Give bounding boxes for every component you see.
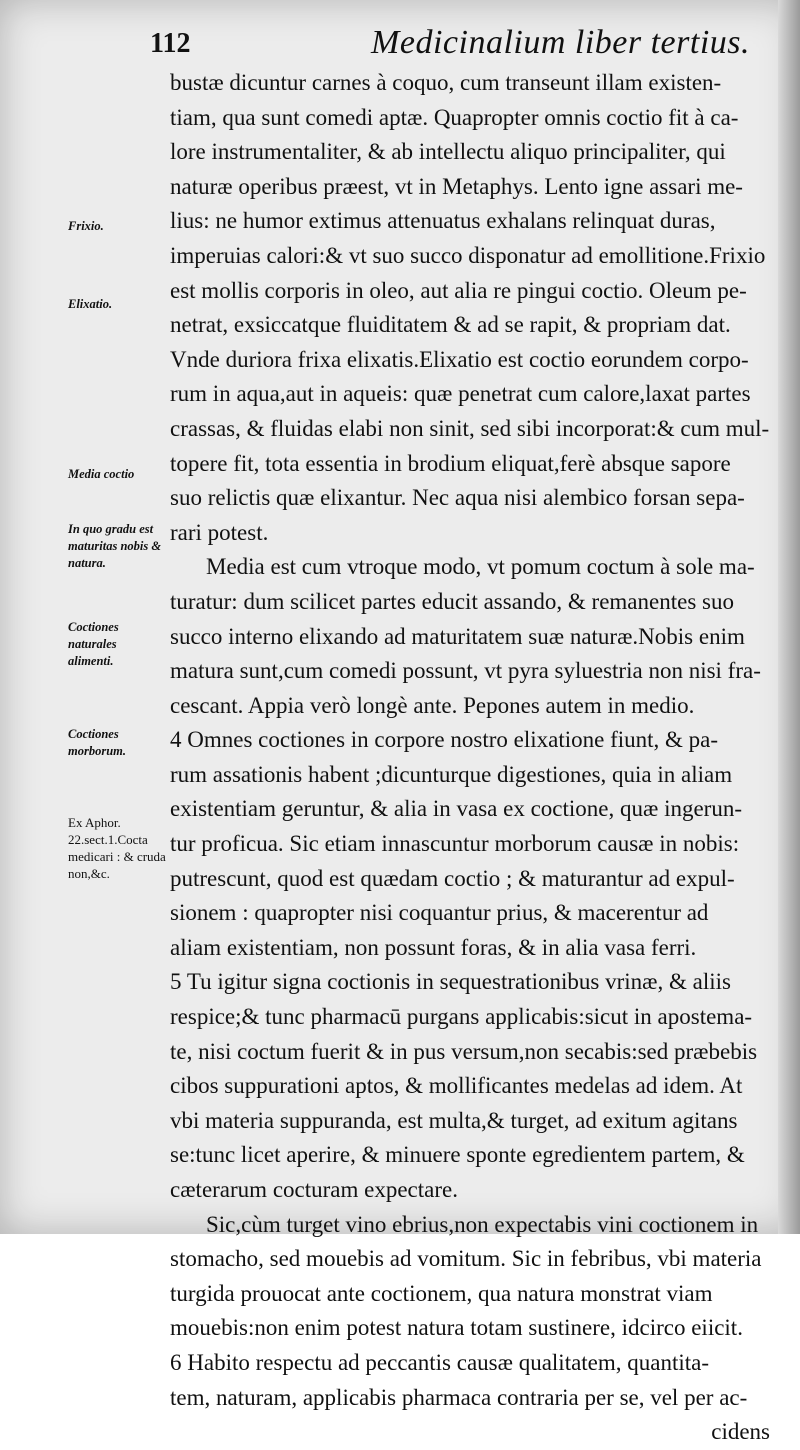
text-line: succo interno elixando ad maturitatem suæ naturæ.Nobis enim <box>170 623 745 649</box>
text-line: rari potest. <box>170 519 269 545</box>
margin-note-frixio: Frixio. <box>68 219 104 233</box>
page-edge-shadow <box>778 0 800 1234</box>
page-number: 112 <box>150 28 191 59</box>
text-line: tiam, qua sunt comedi aptæ. Quapropter omnis coctio fit à ca- <box>170 104 739 130</box>
text-line: 5 Tu igitur signa coctionis in sequestrationibus vrinæ, & aliis <box>170 969 731 995</box>
text-line: rum in aqua,aut in aqueis: quæ penetrat cum calore,laxat partes <box>170 381 751 407</box>
margin-note-maturitas: In quo gradu est maturitas nobis & natura. <box>68 522 162 570</box>
margin-note-elixatio: Elixatio. <box>68 297 113 311</box>
text-line: sionem : quapropter nisi coquantur prius, & macerentur ad <box>170 900 709 926</box>
page-header <box>150 18 770 70</box>
text-line: naturæ operibus præest, vt in Metaphys. Lento igne assari me- <box>170 173 743 199</box>
text-line: suo relictis quæ elixantur. Nec aqua nisi alembico forsan sepa- <box>170 485 745 511</box>
text-line: cibos suppurationi aptos, & mollificantes medelas ad idem. At <box>170 1073 743 1099</box>
body-text <box>170 66 770 1450</box>
margin-note-coctiones-morborum: Coctiones morborum. <box>68 727 127 758</box>
text-line: Media est cum vtroque modo, vt pomum coctum à sole ma- <box>206 554 755 580</box>
margin-note-coctiones-naturales: Coctiones naturales alimenti. <box>68 620 119 668</box>
text-line: turatur: dum scilicet partes educit assando, & remanentes suo <box>170 588 734 614</box>
text-line: 6 Habito respectu ad peccantis causæ qualitatem, quantita- <box>170 1349 710 1375</box>
text-line: Sic,cùm turget vino ebrius,non expectabis vini coctionem in <box>206 1211 759 1237</box>
text-line: crassas, & fluidas elabi non sinit, sed sibi incorporat:& cum mul- <box>170 415 770 441</box>
text-line: 4 Omnes coctiones in corpore nostro elixatione fiunt, & pa- <box>170 727 719 753</box>
text-line: stomacho, sed mouebis ad vomitum. Sic in febribus, vbi materia <box>170 1246 762 1272</box>
text-line: matura sunt,cum comedi possunt, vt pyra syluestria non nisi fra- <box>170 658 761 684</box>
text-line: tem, naturam, applicabis pharmaca contraria per se, vel per ac- <box>170 1384 748 1410</box>
margin-note-media-coctio: Media coctio <box>68 467 135 481</box>
text-line: topere fit, tota essentia in brodium eliquat,ferè absque sapore <box>170 450 731 476</box>
text-line: aliam existentiam, non possunt foras, & in alia vasa ferri. <box>170 934 697 960</box>
text-line: Vnde duriora frixa elixatis.Elixatio est coctio eorundem corpo- <box>170 346 749 372</box>
text-line: se:tunc licet aperire, & minuere sponte egredientem partem, & <box>170 1142 745 1168</box>
text-line: cidens <box>711 1419 770 1445</box>
text-line: lore instrumentaliter, & ab intellectu aliquo principaliter, qui <box>170 139 726 165</box>
text-line: vbi materia suppuranda, est multa,& turget, ad exitum agitans <box>170 1107 738 1133</box>
text-line: te, nisi coctum fuerit & in pus versum,non secabis:sed præbebis <box>170 1038 758 1064</box>
text-line: turgida prouocat ante coctionem, qua natura monstrat viam <box>170 1280 713 1306</box>
text-line: imperuias calori:& vt suo succo disponatur ad emollitione.Frixio <box>170 242 766 268</box>
text-line: rum assationis habent ;dicunturque digestiones, quia in aliam <box>170 761 733 787</box>
text-line: lius: ne humor extimus attenuatus exhalans relinquat duras, <box>170 208 716 234</box>
running-title: Medicinalium liber tertius. <box>371 24 750 61</box>
text-line: cescant. Appia verò longè ante. Pepones autem in medio. <box>170 692 695 718</box>
text-line: putrescunt, quod est quædam coctio ; & maturantur ad expul- <box>170 865 735 891</box>
text-line: existentiam geruntur, & alia in vasa ex coctione, quæ ingerun- <box>170 796 742 822</box>
text-line: est mollis corporis in oleo, aut alia re pingui coctio. Oleum pe- <box>170 277 747 303</box>
margin-note-ex-aphor: Ex Aphor. 22.sect.1.Cocta medicari : & cruda non,&c. <box>68 815 166 881</box>
text-line: respice;& tunc pharmacū purgans applicabis:sicut in apostema- <box>170 1004 753 1030</box>
text-line: mouebis:non enim potest natura totam sustinere, idcirco eiicit. <box>170 1315 743 1341</box>
text-line: bustæ dicuntur carnes à coquo, cum transeunt illam existen- <box>170 70 722 95</box>
text-line: netrat, exsiccatque fluiditatem & ad se rapit, & propriam dat. <box>170 312 731 338</box>
text-line: tur proficua. Sic etiam innascuntur morborum causæ in nobis: <box>170 831 740 857</box>
text-line: cæterarum cocturam expectare. <box>170 1177 458 1202</box>
